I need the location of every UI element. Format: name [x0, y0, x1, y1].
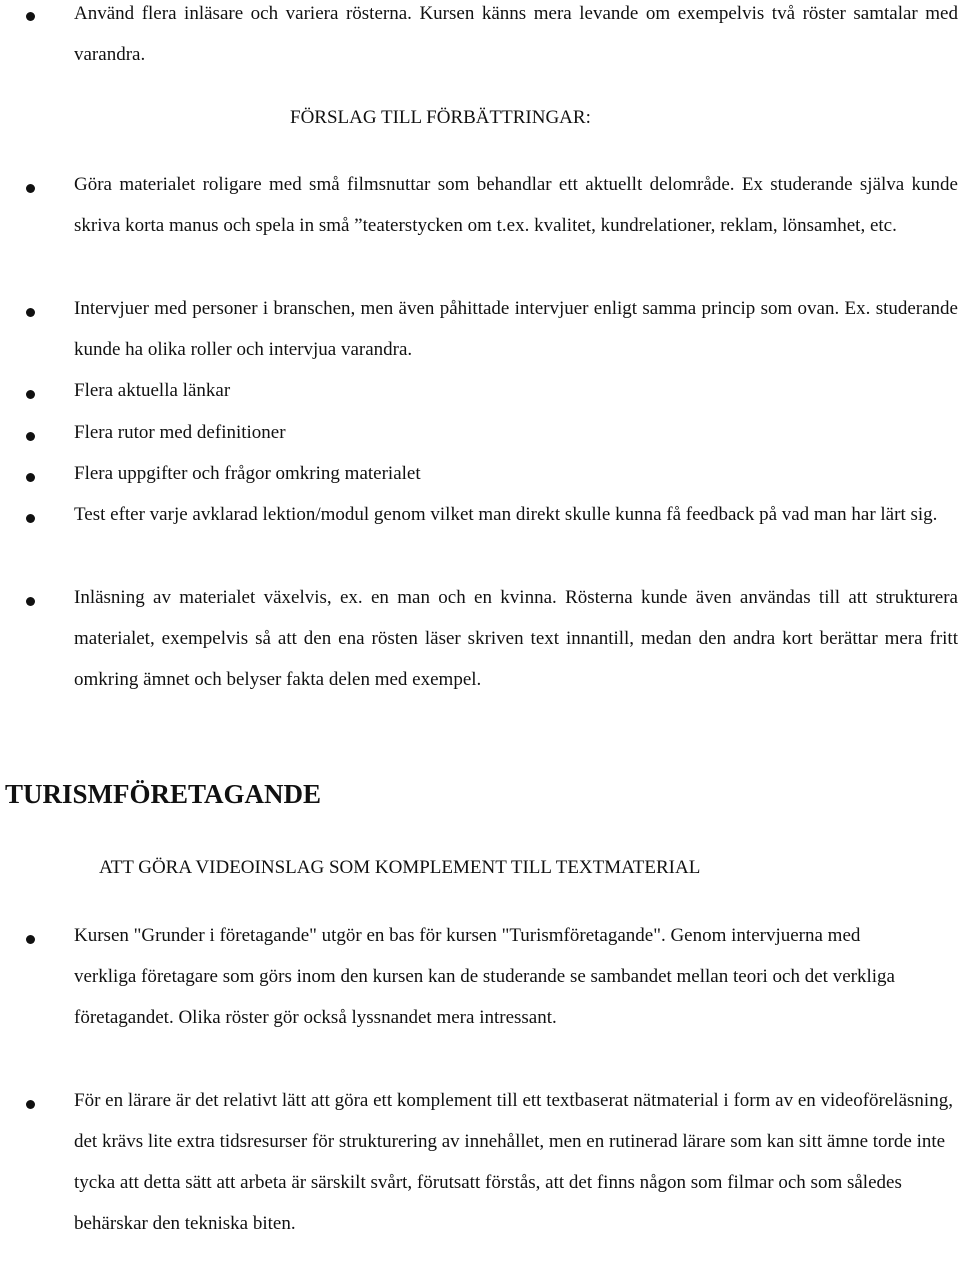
bullet-icon	[26, 514, 35, 523]
bullet-icon	[26, 12, 35, 21]
section-subheading: ATT GÖRA VIDEOINSLAG SOM KOMPLEMENT TILL TEXTMATERIAL	[99, 857, 701, 878]
list-item-text: Flera aktuella länkar	[74, 380, 231, 401]
bullet-icon	[26, 308, 35, 317]
bullet-icon	[26, 184, 35, 193]
bullet-icon	[26, 390, 35, 399]
bullet-icon	[26, 1100, 35, 1109]
list-item-text: Flera uppgifter och frågor omkring materialet	[74, 463, 421, 484]
bullet-icon	[26, 432, 35, 441]
section-heading: TURISMFÖRETAGANDE	[5, 779, 322, 809]
bullet-icon	[26, 473, 35, 482]
section-subheading: FÖRSLAG TILL FÖRBÄTTRINGAR:	[290, 107, 591, 128]
list-item-text: Använd flera inläsare och variera rösterna. Kursen känns mera levande om exempelvis två röster samtalar med varandra.	[74, 3, 958, 65]
list-item-text: Inläsning av materialet växelvis, ex. en man och en kvinna. Rösterna kunde även användas till att strukturera materialet, exempelvis så att den ena rösten läser skriven text innantill, medan den andra kort berättar mera fritt omkring ämnet och belyser fakta delen med exempel.	[74, 587, 958, 690]
list-item-text: Intervjuer med personer i branschen, men även påhittade intervjuer enligt samma princip som ovan. Ex. studerande kunde ha olika roller och intervjua varandra.	[74, 298, 958, 360]
list-item-text: Test efter varje avklarad lektion/modul genom vilket man direkt skulle kunna få feedback på vad man har lärt sig.	[74, 504, 938, 525]
list-item-text: Kursen "Grunder i företagande" utgör en bas för kursen "Turismföretagande". Genom intervjuerna med verkliga företagare som görs inom den kursen kan de studerande se sambandet mellan teori och det verkliga företagandet. Olika röster gör också lyssnandet mera intressant.	[74, 925, 895, 1028]
bullet-icon	[26, 935, 35, 944]
list-item-text: För en lärare är det relativt lätt att göra ett komplement till ett textbaserat nätmaterial i form av en videoföreläsning, det krävs lite extra tidsresurser för strukturering av innehållet, men en rutinerad lärare som kan sitt ämne torde inte tycka att detta sätt att arbeta är särskilt svårt, förutsatt förstås, att det finns någon som filmar och som således behärskar den tekniska biten.	[74, 1090, 953, 1234]
list-item-text: Flera rutor med definitioner	[74, 422, 286, 443]
bullet-icon	[26, 597, 35, 606]
list-item-text: Göra materialet roligare med små filmsnuttar som behandlar ett aktuellt delområde. Ex studerande själva kunde skriva korta manus och spela in små ”teaterstycken om t.ex. kvalitet, kundrelationer, reklam, lönsamhet, etc.	[74, 174, 958, 236]
